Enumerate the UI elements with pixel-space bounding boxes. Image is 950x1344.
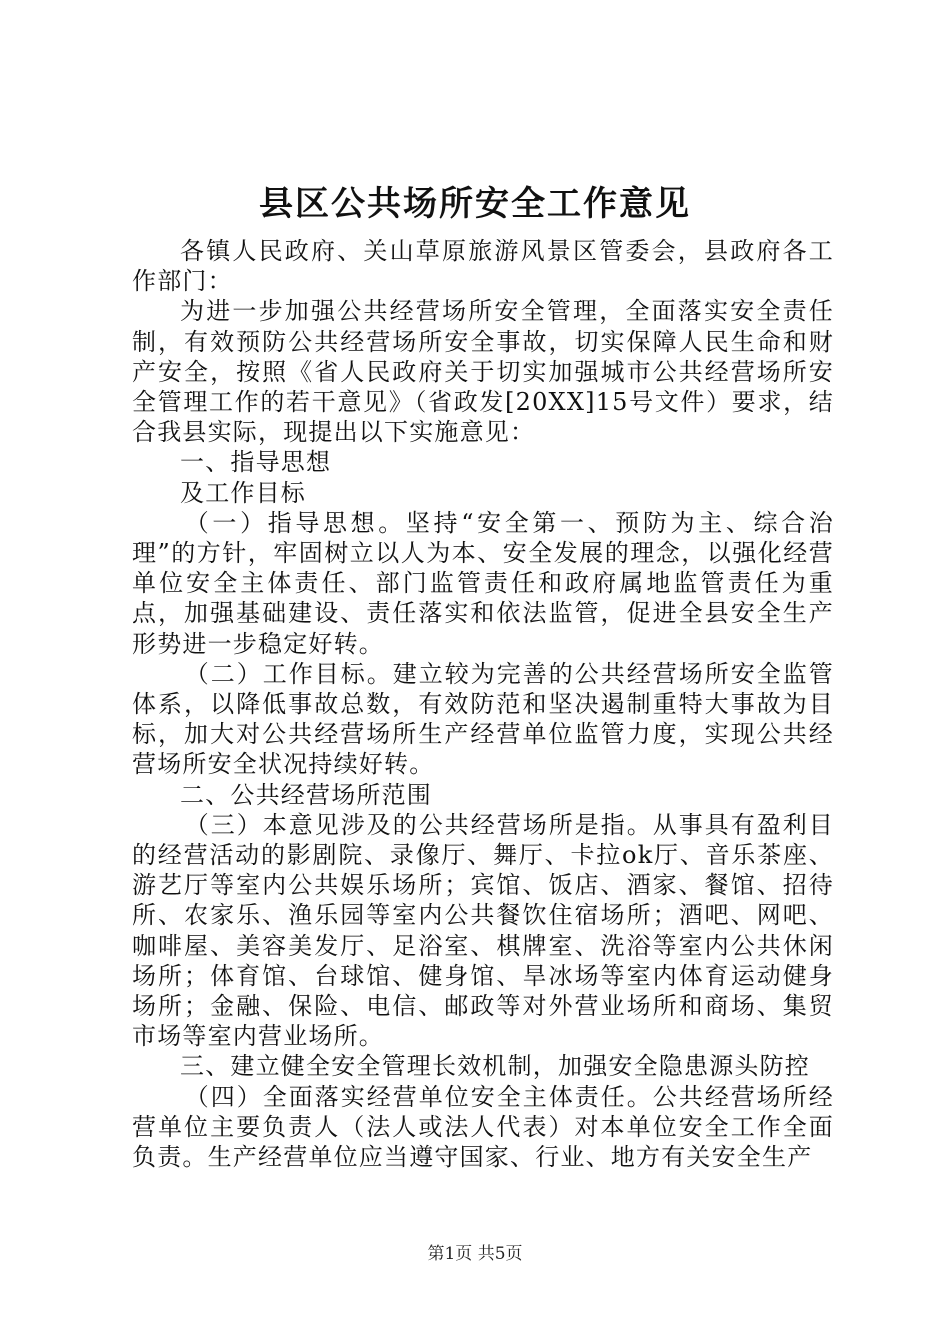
paragraph-salutation: 各镇人民政府、关山草原旅游风景区管委会，县政府各工作部门： [132, 237, 834, 296]
paragraph-guiding-thought: （一）指导思想。坚持“安全第一、预防为主、综合治理”的方针，牢固树立以人为本、安全发展的理念，以强化经营单位安全主体责任、部门监管责任和政府属地监管责任为重点，加强基础建设、责任落实和依法监管，促进全县安全生产形势进一步稳定好转。 [132, 508, 834, 658]
section-heading-1-continued: 及工作目标 [180, 478, 306, 507]
paragraph-responsibility: （四）全面落实经营单位安全主体责任。公共经营场所经营单位主要负责人（法人或法人代表）对本单位安全工作全面负责。生产经营单位应当遵守国家、行业、地方有关安全生产 [132, 1082, 834, 1172]
page-footer: 第1页 共5页 [427, 1244, 523, 1264]
section-heading-1: 一、指导思想 [180, 448, 332, 477]
document-title: 县区公共场所安全工作意见 [259, 184, 691, 224]
document-body [132, 236, 834, 1172]
section-heading-2: 二、公共经营场所范围 [180, 780, 432, 809]
section-heading-3: 三、建立健全安全管理长效机制，加强安全隐患源头防控 [180, 1052, 810, 1081]
paragraph-work-goal: （二）工作目标。建立较为完善的公共经营场所安全监管体系，以降低事故总数，有效防范和坚决遏制重特大事故为目标，加大对公共经营场所生产经营单位监管力度，实现公共经营场所安全状况持续好转。 [132, 659, 834, 779]
paragraph-scope: （三）本意见涉及的公共经营场所是指。从事具有盈利目的经营活动的影剧院、录像厅、舞厅、卡拉ok厅、音乐茶座、游艺厅等室内公共娱乐场所；宾馆、饭店、酒家、餐馆、招待所、农家乐、渔乐园等室内公共餐饮住宿场所；酒吧、网吧、咖啡屋、美容美发厅、足浴室、棋牌室、洗浴等室内公共休闲场所；体育馆、台球馆、健身馆、旱冰场等室内体育运动健身场所；金融、保险、电信、邮政等对外营业场所和商场、集贸市场等室内营业场所。 [132, 810, 834, 1051]
paragraph-intro: 为进一步加强公共经营场所安全管理，全面落实安全责任制，有效预防公共经营场所安全事故，切实保障人民生命和财产安全，按照《省人民政府关于切实加强城市公共经营场所安全管理工作的若干意见》（省政发[20XX]15号文件）要求，结合我县实际，现提出以下实施意见： [132, 297, 834, 447]
